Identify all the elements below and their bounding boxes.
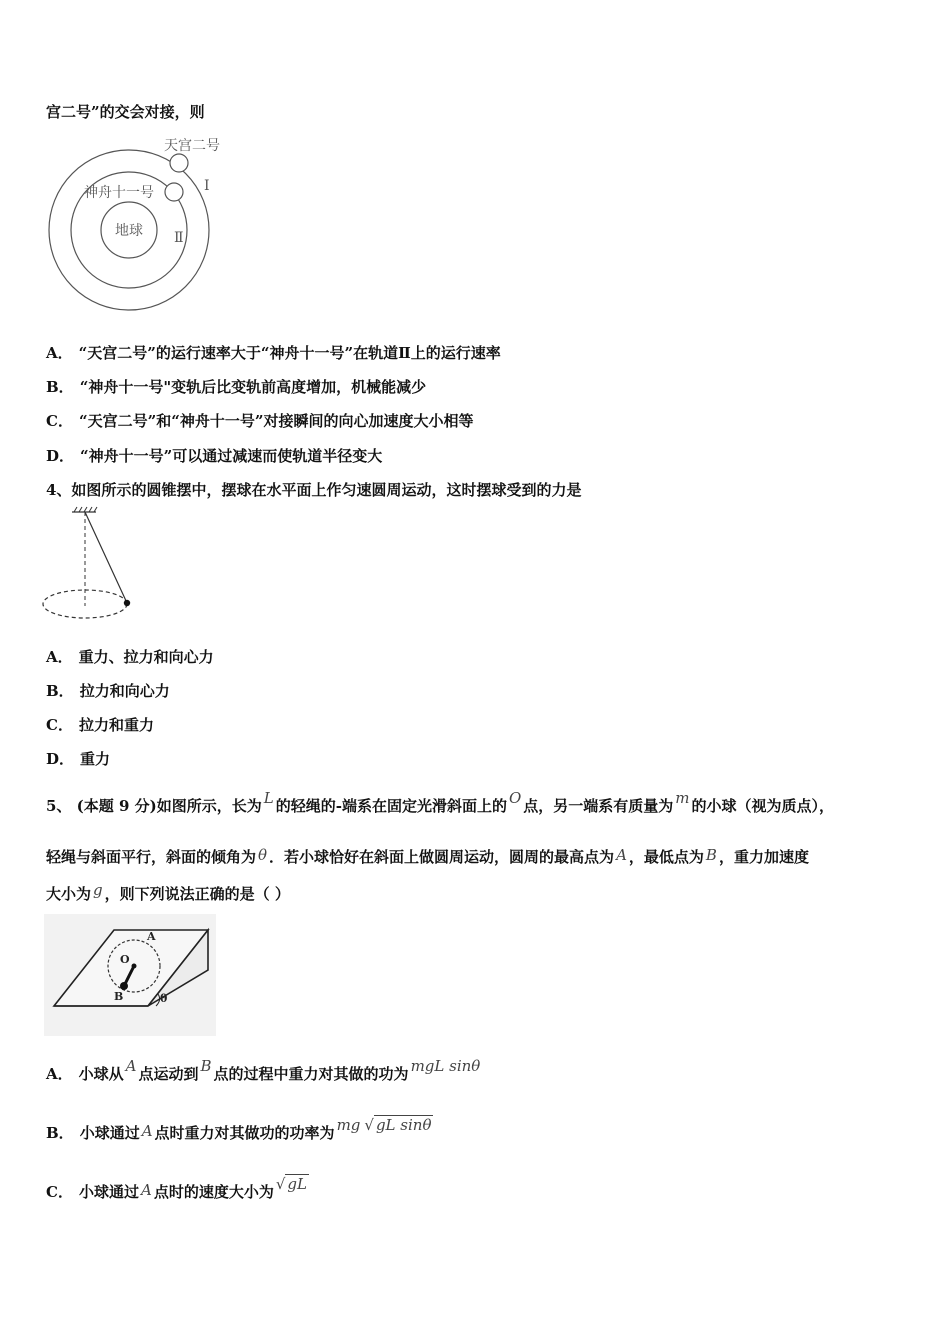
option-text: 点时重力对其做功的功率为 — [154, 1124, 335, 1142]
string — [85, 512, 127, 603]
option-text: 重力、拉力和向心力 — [78, 648, 214, 666]
incline-figure — [44, 914, 216, 1036]
option-letter: D． — [46, 750, 75, 768]
expr-mgLsin: mgL sinθ — [410, 1057, 481, 1075]
option-letter: B． — [46, 1124, 74, 1142]
option-text: “天宫二号”和“神舟十一号”对接瞬间的向心加速度大小相等 — [78, 412, 474, 430]
var-theta: θ — [258, 846, 268, 864]
q4-option-b — [46, 681, 170, 701]
option-text: 重力 — [80, 750, 111, 768]
option-text: 拉力和重力 — [78, 716, 154, 734]
option-text: 小球通过 — [78, 1183, 139, 1201]
stem-text: 轻绳与斜面平行，斜面的倾角为 — [46, 848, 257, 866]
stem-text: 的小球（视为质点）， — [691, 797, 835, 815]
pivot-O — [132, 964, 137, 969]
stem-text: 的轻绳的-端系在固定光滑斜面上的 — [275, 797, 507, 815]
incline-svg — [44, 914, 216, 1036]
label-orbit-2: Ⅱ — [174, 230, 184, 246]
ceiling-hatch — [74, 507, 97, 512]
var-L: L — [263, 789, 274, 807]
expr-mg: mg — [336, 1116, 361, 1134]
pendulum-bob — [124, 600, 130, 606]
label-O: O — [120, 953, 130, 966]
sqrt-expression: √ gL — [275, 1175, 307, 1193]
var-A: A — [616, 846, 627, 864]
stem-text: ，最低点为 — [628, 848, 704, 866]
conical-pendulum-figure — [40, 506, 140, 626]
option-letter: B． — [46, 682, 74, 700]
var-B: B — [200, 1057, 212, 1075]
stem-text: ．若小球恰好在斜面上做圆周运动，圆周的最高点为 — [269, 848, 615, 866]
option-letter: C． — [46, 412, 73, 430]
q3-option-a — [46, 343, 501, 363]
stem-text: ，则下列说法正确的是（ ） — [104, 885, 290, 903]
sqrt-expression: √ gL sinθ — [364, 1116, 432, 1134]
var-B: B — [705, 846, 717, 864]
q4-option-c — [46, 715, 154, 735]
option-text: “神舟十一号"变轨后比变轨前高度增加，机械能减少 — [79, 378, 427, 396]
orbit-figure — [44, 132, 244, 312]
option-letter: C． — [46, 1183, 73, 1201]
option-text: “天宫二号”的运行速率大于“神舟十一号”在轨道Ⅱ上的运行速率 — [78, 344, 501, 362]
q5-stem-line-3 — [46, 881, 290, 904]
label-earth: 地球 — [115, 223, 143, 239]
option-text: 点运动到 — [138, 1065, 199, 1083]
option-text: 小球通过 — [79, 1124, 140, 1142]
stem-text: 大小为 — [46, 885, 92, 903]
label-B: B — [114, 990, 124, 1003]
sqrt-radicand: gL — [287, 1175, 307, 1193]
q3-option-c — [46, 411, 473, 431]
option-text: 点时的速度大小为 — [153, 1183, 274, 1201]
var-m: m — [675, 789, 690, 807]
q4-option-d — [46, 749, 110, 769]
var-A: A — [140, 1181, 152, 1199]
var-A: A — [125, 1057, 137, 1075]
q3-option-b — [46, 377, 426, 397]
stem-text: ，重力加速度 — [718, 848, 809, 866]
option-text: 点的过程中重力对其做的功为 — [213, 1065, 409, 1083]
stem-text: 5、 (本题 9 分)如图所示，长为 — [46, 797, 262, 815]
option-text: 小球从 — [78, 1065, 124, 1083]
option-letter: A． — [46, 648, 73, 666]
q5-option-a — [46, 1057, 482, 1084]
option-letter: A． — [46, 344, 73, 362]
q3-option-d — [46, 446, 382, 466]
label-A: A — [147, 930, 156, 943]
option-letter: C． — [46, 716, 73, 734]
intro-line: 宫二号”的交会对接，则 — [46, 103, 205, 121]
shenzhou-circle — [165, 183, 183, 201]
option-letter: D． — [46, 447, 75, 465]
ball-B — [120, 982, 128, 990]
label-theta: θ — [160, 992, 168, 1005]
q4-option-a — [46, 647, 214, 667]
var-O: O — [508, 789, 522, 807]
option-letter: B． — [46, 378, 74, 396]
q5-option-c — [46, 1175, 309, 1202]
option-letter: A． — [46, 1065, 73, 1083]
stem-text: 点，另一端系有质量为 — [523, 797, 674, 815]
option-text: 拉力和向心力 — [79, 682, 170, 700]
q5-stem-line-1 — [46, 789, 835, 816]
option-text: “神舟十一号”可以通过减速而使轨道半径变大 — [80, 447, 383, 465]
var-A: A — [141, 1122, 153, 1140]
q4-stem: 4、如图所示的圆锥摆中，摆球在水平面上作匀速圆周运动，这时摆球受到的力是 — [46, 481, 582, 499]
q5-option-b — [46, 1116, 433, 1143]
q5-stem-line-2 — [46, 847, 809, 867]
sqrt-radicand: gL sinθ — [375, 1116, 432, 1134]
label-tiangong: 天宫二号 — [164, 138, 220, 154]
label-shenzhou: 神舟十一号 — [84, 185, 154, 201]
label-orbit-1: Ⅰ — [204, 178, 210, 194]
var-g: g — [93, 881, 103, 899]
tiangong-circle — [170, 154, 188, 172]
